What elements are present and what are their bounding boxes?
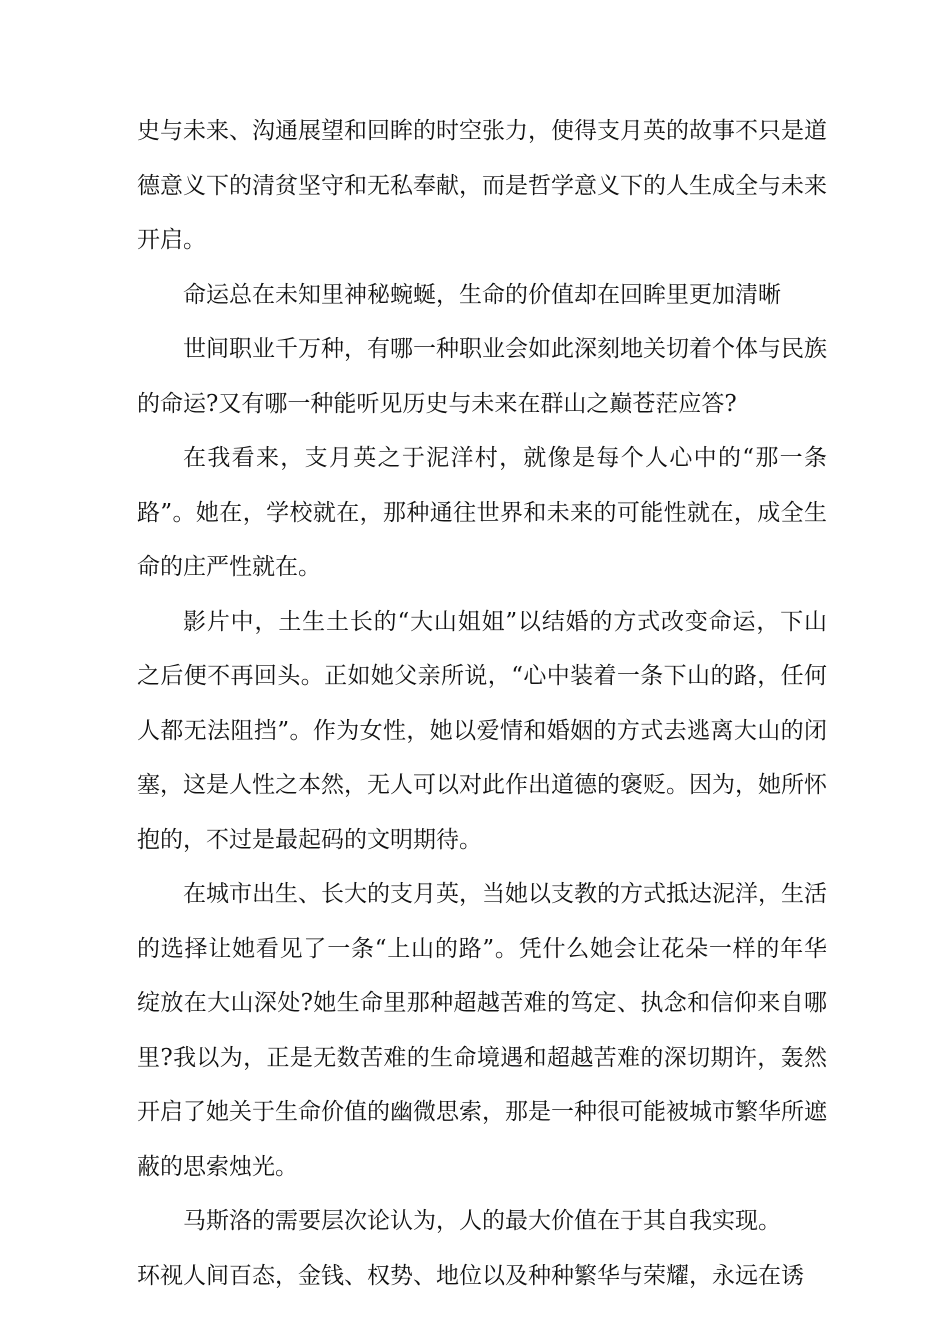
paragraph: 在城市出生、长大的支月英，当她以支教的方式抵达泥洋，生活的选择让她看见了一条“上山的路”。凭什么她会让花朵一样的年华绽放在大山深处?她生命里那种超越苦难的笃定、执念和信仰来自哪里?我以为，正是无数苦难的生命境遇和超越苦难的深切期许，轰然开启了她关于生命价值的幽微思索，那是一种很可能被城市繁华所遮蔽的思索烛光。 [137, 881, 827, 1180]
paragraph: 影片中，土生土长的“大山姐姐”以结婚的方式改变命运，下山之后便不再回头。正如她父亲所说，“心中装着一条下山的路，任何人都无法阻挡”。作为女性，她以爱情和婚姻的方式去逃离大山的闭塞，这是人性之本然，无人可以对此作出道德的褒贬。因为，她所怀抱的，不过是最起码的文明期待。 [137, 608, 827, 853]
paragraph-truncated: 环视人间百态，金钱、权势、地位以及种种繁华与荣耀，永远在诱 [137, 1262, 804, 1289]
document-body [137, 104, 827, 1303]
paragraph-heading-line: 命运总在未知里神秘蜿蜒，生命的价值却在回眸里更加清晰 [183, 281, 781, 308]
paragraph-continuation: 史与未来、沟通展望和回眸的时空张力，使得支月英的故事不只是道德意义下的清贫坚守和无私奉献，而是哲学意义下的人生成全与未来开启。 [137, 118, 827, 253]
paragraph: 在我看来，支月英之于泥洋村，就像是每个人心中的“那一条路”。她在，学校就在，那种通往世界和未来的可能性就在，成全生命的庄严性就在。 [137, 445, 827, 580]
paragraph: 马斯洛的需要层次论认为，人的最大价值在于其自我实现。 [183, 1208, 781, 1234]
paragraph: 世间职业千万种，有哪一种职业会如此深刻地关切着个体与民族的命运?又有哪一种能听见历史与未来在群山之巅苍茫应答? [137, 336, 827, 417]
